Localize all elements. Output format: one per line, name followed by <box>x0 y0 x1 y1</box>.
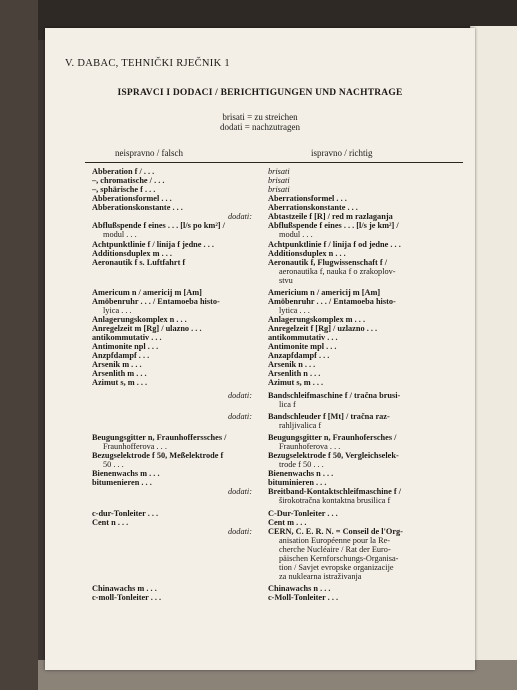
entry-correct: cherche Nucléaire / Rat der Euro- <box>279 545 391 554</box>
entry-correct: brisati <box>268 185 290 194</box>
errata-entries <box>45 28 475 670</box>
entry-correct: Aberrationsformel . . . <box>268 194 347 203</box>
entry-correct: Antimonite mpl . . . <box>268 342 337 351</box>
entry-incorrect: –, chromatische / . . . <box>92 176 165 185</box>
errata-sheet <box>45 28 475 670</box>
entry-incorrect: Aeronautik f s. Luftfahrt f <box>92 258 186 267</box>
entry-incorrect: Americum n / americij m [Am] <box>92 288 202 297</box>
entry-incorrect: Abberationskonstante . . . <box>92 203 183 212</box>
entry-incorrect: Cent n . . . <box>92 518 129 527</box>
entry-correct: Cent m . . . <box>268 518 307 527</box>
entry-incorrect: bitumenieren . . . <box>92 478 152 487</box>
entry-add-marker: dodati: <box>228 412 252 421</box>
entry-incorrect: Arsenlith m . . . <box>92 369 147 378</box>
entry-correct: Americium n / americij m [Am] <box>268 288 381 297</box>
entry-incorrect: c-dur-Tonleiter . . . <box>92 509 159 518</box>
entry-correct: tion / Savjet evropske organizacije <box>279 563 394 572</box>
entry-correct: Azimut s, m . . . <box>268 378 324 387</box>
entry-correct: širokotračna kontaktna brusilica f <box>279 496 391 505</box>
entry-correct: lytica . . . <box>279 306 310 315</box>
entry-incorrect: Arsenik m . . . <box>92 360 142 369</box>
entry-correct: Anlagerungskomplex m . . . <box>268 315 366 324</box>
entry-correct: Abtastzeile f [R] / red m razlaganja <box>268 212 393 221</box>
entry-incorrect: antikommutativ . . . <box>92 333 162 342</box>
entry-correct: Abflußspende f eines . . . [l/s je km²] / <box>268 221 399 230</box>
entry-add-marker: dodati: <box>228 487 252 496</box>
entry-correct: Aberrationskonstante . . . <box>268 203 358 212</box>
entry-correct: bituminieren . . . <box>268 478 327 487</box>
entry-correct: anisation Européenne pour la Re- <box>279 536 391 545</box>
entry-correct: C-Dur-Tonleiter . . . <box>268 509 338 518</box>
entry-correct: Bandschleifmaschine f / tračna brusi- <box>268 391 401 400</box>
entry-correct: antikommutativ . . . <box>268 333 338 342</box>
entry-incorrect: Azimut s, m . . . <box>92 378 148 387</box>
column-header-incorrect: neispravno / falsch <box>115 148 183 158</box>
entry-correct: aeronautika f, nauka f o zrakoplov- <box>279 267 396 276</box>
entry-incorrect: Abberationsformel . . . <box>92 194 172 203</box>
entry-incorrect: Fraunhofferova . . . <box>103 442 167 451</box>
entry-correct: lica f <box>279 400 296 409</box>
entry-add-marker: dodati: <box>228 527 252 536</box>
series-heading: V. DABAC, TEHNIČKI RJEČNIK 1 <box>65 58 230 69</box>
entry-add-marker: dodati: <box>228 212 252 221</box>
entry-correct: Additionsduplex n . . . <box>268 249 346 258</box>
legend-line-1: brisati = zu streichen <box>222 112 298 122</box>
entry-incorrect: lyica . . . <box>103 306 132 315</box>
entry-correct: päischen Kernforschungs-Organisa- <box>279 554 399 563</box>
entry-correct: Anzapfdampf . . . <box>268 351 330 360</box>
entry-incorrect: 50 . . . <box>103 460 124 469</box>
entry-incorrect: Anlagerungskomplex n . . . <box>92 315 187 324</box>
entry-incorrect: c-moll-Tonleiter . . . <box>92 593 162 602</box>
entry-correct: brisati <box>268 176 290 185</box>
entry-correct: Achtpunktlinie f / linija f od jedne . . . <box>268 240 401 249</box>
entry-correct: Beugungsgitter n, Fraunhofersches / <box>268 433 397 442</box>
entry-incorrect: Abberation f / . . . <box>92 167 155 176</box>
entry-incorrect: Anzpfdampf . . . <box>92 351 150 360</box>
entry-correct: Bandschleuder f [Mt] / tračna raz- <box>268 412 390 421</box>
entry-incorrect: Antimonite npl . . . <box>92 342 159 351</box>
entry-incorrect: modul . . . <box>103 230 137 239</box>
entry-incorrect: –, sphärische f . . . <box>92 185 156 194</box>
entry-incorrect: Anregelzeit m [Rg] / ulazno . . . <box>92 324 202 333</box>
entry-correct: Fraunhoferova . . . <box>279 442 341 451</box>
entry-correct: c-Moll-Tonleiter . . . <box>268 593 339 602</box>
column-header-correct: ispravno / richtig <box>311 148 373 158</box>
entry-correct: brisati <box>268 167 290 176</box>
entry-incorrect: Abflußspende f eines . . . [l/s po km²] / <box>92 221 225 230</box>
entry-incorrect: Chinawachs m . . . <box>92 584 157 593</box>
entry-correct: stvu <box>279 276 293 285</box>
entry-incorrect: Bienenwachs m . . . <box>92 469 160 478</box>
entry-add-marker: dodati: <box>228 391 252 400</box>
entry-incorrect: Achtpunktlinie f / linija f jedne . . . <box>92 240 214 249</box>
entry-incorrect: Amöbenruhr . . . / Entamoeba histo- <box>92 297 220 306</box>
entry-correct: za nuklearna istraživanja <box>279 572 362 581</box>
entry-correct: Chinawachs n . . . <box>268 584 331 593</box>
entry-incorrect: Additionsduplex m . . . <box>92 249 172 258</box>
entry-correct: Amöbenruhr . . . / Entamoeba histo- <box>268 297 396 306</box>
entry-incorrect: Beugungsgitter n, Fraunhofferssches / <box>92 433 227 442</box>
background-left <box>0 0 38 690</box>
entry-correct: rahljivalica f <box>279 421 322 430</box>
entry-correct: CERN, C. E. R. N. = Conseil de l'Org- <box>268 527 403 536</box>
entry-correct: Bienenwachs n . . . <box>268 469 334 478</box>
entry-incorrect: Bezugselektrode f 50, Meßelektrode f <box>92 451 224 460</box>
entry-correct: Arsenik n . . . <box>268 360 316 369</box>
book-under-page <box>470 26 517 686</box>
entry-correct: Breitband-Kontaktschleifmaschine f / <box>268 487 402 496</box>
entry-correct: Bezugselektrode f 50, Vergleichselek- <box>268 451 399 460</box>
entry-correct: Aeronautik f, Flugwissenschaft f / <box>268 258 388 267</box>
legend-line-2: dodati = nachzutragen <box>219 122 301 132</box>
entry-correct: modul . . . <box>279 230 313 239</box>
sheet-title: ISPRAVCI I DODACI / BERICHTIGUNGEN UND NACHTRAGE <box>117 88 403 98</box>
entry-correct: Arsenlith n . . . <box>268 369 321 378</box>
entry-correct: Anregelzeit f [Rg] / uzlazno . . . <box>268 324 378 333</box>
entry-correct: trode f 50 . . . <box>279 460 324 469</box>
